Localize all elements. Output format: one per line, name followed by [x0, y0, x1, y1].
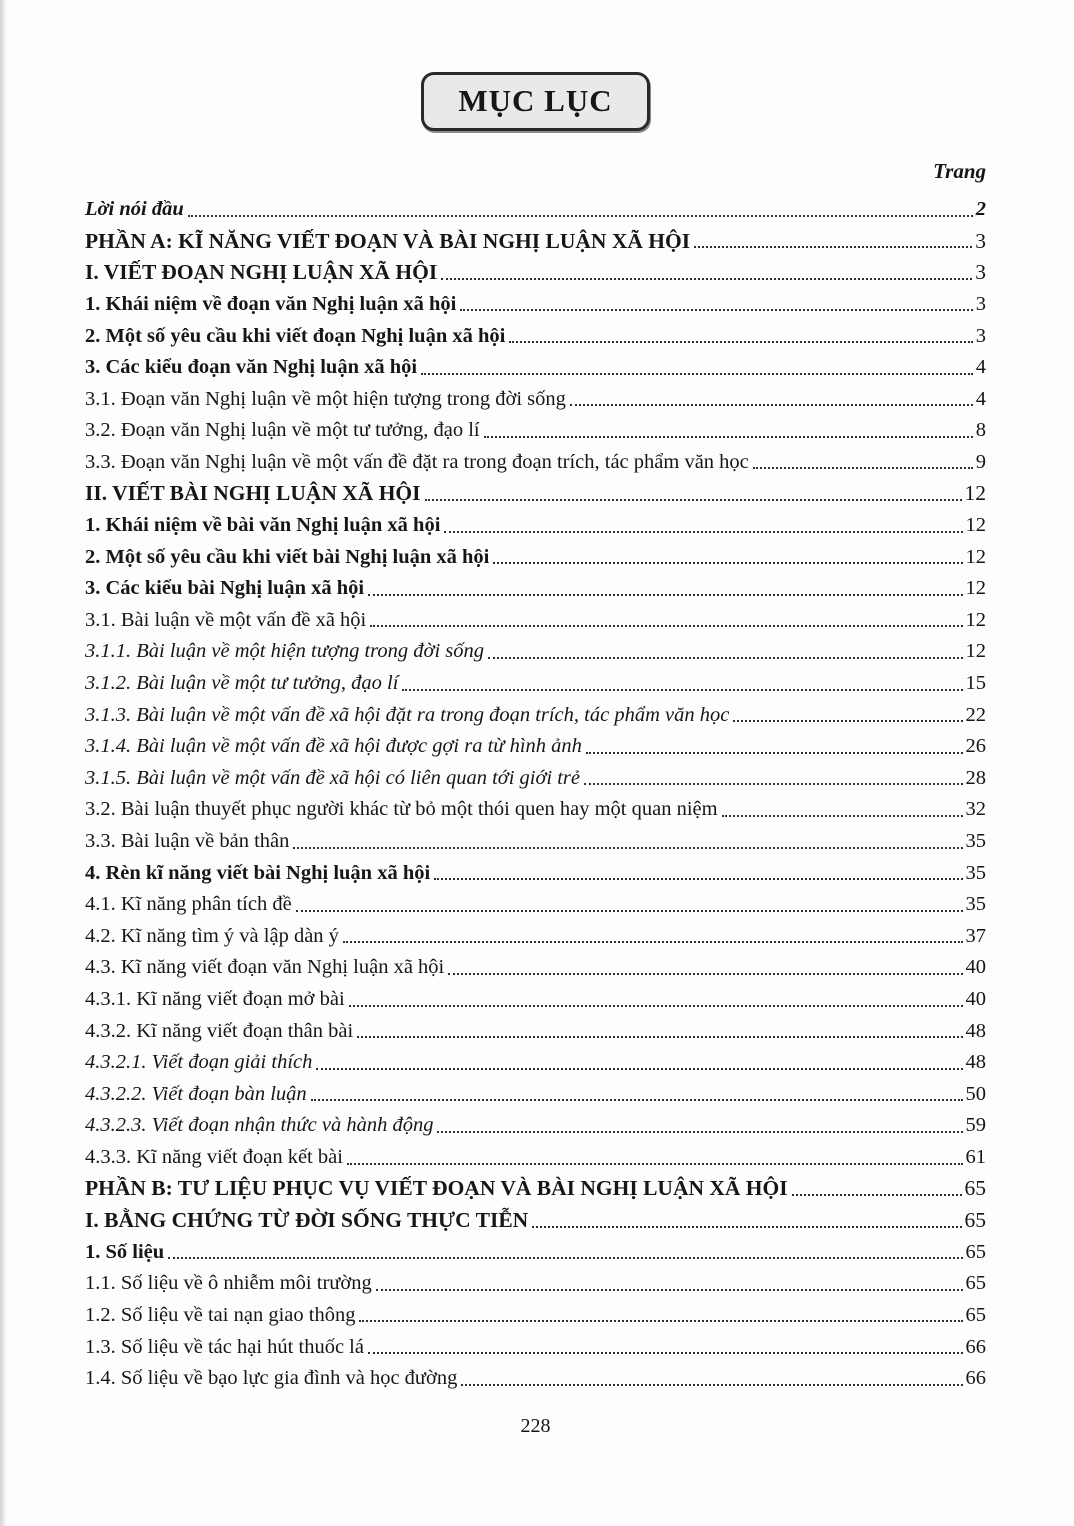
toc-entry-page: 40 [965, 956, 986, 979]
toc-entry-page: 61 [965, 1145, 986, 1168]
toc-entry-label: 4.3.2. Kĩ năng viết đoạn thân bài [85, 1019, 354, 1042]
toc-leader-dots [349, 1005, 963, 1007]
toc-entry [85, 1138, 986, 1170]
toc-leader-dots [722, 815, 963, 817]
toc-entry-label: 1.1. Số liệu về ô nhiễm môi trường [85, 1272, 372, 1295]
toc-entry [85, 222, 986, 254]
toc-entry [85, 190, 986, 222]
toc-leader-dots [493, 562, 962, 564]
toc-leader-dots [570, 404, 973, 406]
toc-entry-page: 12 [965, 640, 986, 663]
toc-entry [85, 632, 986, 664]
toc-leader-dots [733, 720, 962, 722]
toc-entry-page: 48 [965, 1051, 986, 1074]
toc-entry-page: 26 [965, 735, 986, 758]
toc-entry [85, 1327, 986, 1359]
toc-entry [85, 569, 986, 601]
toc-leader-dots [168, 1257, 962, 1259]
toc-list [85, 190, 986, 1391]
toc-entry [85, 1264, 986, 1296]
toc-entry-page: 32 [965, 798, 986, 821]
toc-entry-label: 4.2. Kĩ năng tìm ý và lập dàn ý [85, 924, 339, 947]
toc-entry [85, 1233, 986, 1265]
toc-entry-page: 9 [975, 450, 986, 473]
toc-entry-label: 2. Một số yêu cầu khi viết đoạn Nghị luận xã hội [85, 324, 506, 347]
toc-leader-dots [343, 941, 963, 943]
toc-entry-label: 1. Khái niệm về bài văn Nghị luận xã hội [85, 514, 441, 537]
column-header-trang: Trang [933, 159, 986, 183]
toc-entry-label: 3.1.5. Bài luận về một vấn đề xã hội có liên quan tới giới trẻ [85, 766, 581, 789]
scan-edge-shadow [0, 0, 7, 1526]
toc-entry-label: 4.3.1. Kĩ năng viết đoạn mở bài [85, 987, 345, 1010]
toc-entry-page: 12 [965, 577, 986, 600]
toc-entry [85, 822, 986, 854]
toc-entry [85, 443, 986, 475]
toc-entry [85, 727, 986, 759]
toc-entry-page: 37 [965, 924, 986, 947]
toc-leader-dots [368, 594, 962, 596]
toc-entry-label: 3.3. Đoạn văn Nghị luận về một vấn đề đặt ra trong đoạn trích, tác phẩm văn học [85, 450, 749, 473]
toc-leader-dots [461, 1384, 962, 1386]
toc-entry-label: 3. Các kiểu bài Nghị luận xã hội [85, 577, 365, 600]
toc-leader-dots [753, 467, 973, 469]
toc-entry-page: 28 [965, 766, 986, 789]
toc-leader-dots [296, 910, 963, 912]
toc-entry-label: 1. Số liệu [85, 1240, 165, 1263]
toc-leader-dots [509, 341, 972, 343]
toc-entry-page: 12 [964, 481, 986, 506]
toc-entry-label: 2. Một số yêu cầu khi viết bài Nghị luận xã hội [85, 545, 490, 568]
toc-leader-dots [357, 1036, 962, 1038]
toc-leader-dots [444, 531, 962, 533]
toc-leader-dots [376, 1289, 963, 1291]
toc-leader-dots [460, 309, 972, 311]
toc-leader-dots [448, 973, 962, 975]
toc-entry [85, 1043, 986, 1075]
toc-entry-label: 3.1.2. Bài luận về một tư tưởng, đạo lí [85, 672, 399, 695]
toc-entry-page: 66 [965, 1335, 986, 1358]
toc-entry-label: 4.3.2.3. Viết đoạn nhận thức và hành động [85, 1114, 434, 1137]
toc-entry [85, 285, 986, 317]
toc-leader-dots [586, 752, 963, 754]
toc-entry [85, 854, 986, 886]
toc-entry [85, 1201, 986, 1233]
toc-entry-page: 3 [975, 228, 986, 253]
toc-leader-dots [434, 878, 962, 880]
toc-entry-label: 3. Các kiểu đoạn văn Nghị luận xã hội [85, 356, 418, 379]
toc-entry-label: 4. Rèn kĩ năng viết bài Nghị luận xã hội [85, 861, 431, 884]
toc-leader-dots [437, 1131, 962, 1133]
toc-entry-label: 1.4. Số liệu về bạo lực gia đình và học đường [85, 1367, 458, 1390]
toc-entry-label: 4.3.2.2. Viết đoạn bàn luận [85, 1082, 307, 1105]
page-content [85, 0, 986, 1438]
toc-entry-label: 3.2. Đoạn văn Nghị luận về một tư tưởng, đạo lí [85, 419, 480, 442]
toc-entry-page: 59 [965, 1114, 986, 1137]
toc-entry-page: 50 [965, 1082, 986, 1105]
toc-entry-page: 48 [965, 1019, 986, 1042]
toc-entry-page: 65 [964, 1207, 986, 1232]
toc-entry-label: 3.1.3. Bài luận về một vấn đề xã hội đặt ra trong đoạn trích, tác phẩm văn học [85, 703, 730, 726]
toc-entry-page: 4 [975, 387, 986, 410]
toc-entry-label: 3.1.4. Bài luận về một vấn đề xã hội được gợi ra từ hình ảnh [85, 735, 582, 758]
toc-leader-dots [293, 847, 962, 849]
toc-entry-label: 4.3. Kĩ năng viết đoạn văn Nghị luận xã hội [85, 956, 445, 979]
toc-leader-dots [425, 499, 962, 501]
toc-entry-page: 35 [965, 830, 986, 852]
toc-entry-page: 12 [965, 514, 986, 537]
toc-leader-dots [488, 657, 963, 659]
toc-entry-label: PHẦN A: KĨ NĂNG VIẾT ĐOẠN VÀ BÀI NGHỊ LUẬN XÃ HỘI [85, 228, 691, 253]
toc-entry-page: 22 [965, 703, 986, 726]
toc-entry [85, 601, 986, 633]
toc-entry-label: I. BẰNG CHỨNG TỪ ĐỜI SỐNG THỰC TIỄN [85, 1207, 529, 1232]
toc-entry-page: 12 [965, 608, 986, 631]
toc-entry-label: 4.3.3. Kĩ năng viết đoạn kết bài [85, 1145, 343, 1168]
toc-entry-page: 65 [964, 1176, 986, 1201]
toc-entry-label: 4.1. Kĩ năng phân tích đề [85, 893, 292, 916]
toc-entry [85, 506, 986, 538]
toc-entry-page: 15 [965, 672, 986, 695]
toc-entry-page: 8 [975, 419, 986, 442]
toc-entry [85, 759, 986, 791]
toc-entry [85, 1106, 986, 1138]
toc-entry-page: 65 [965, 1240, 986, 1263]
toc-entry [85, 980, 986, 1012]
toc-entry [85, 1075, 986, 1107]
toc-leader-dots [359, 1320, 962, 1322]
toc-entry-label: 1.2. Số liệu về tai nạn giao thông [85, 1303, 356, 1326]
toc-leader-dots [441, 278, 972, 280]
toc-entry [85, 380, 986, 412]
toc-entry [85, 253, 986, 285]
toc-entry-label: I. VIẾT ĐOẠN NGHỊ LUẬN XÃ HỘI [85, 260, 438, 285]
toc-entry-label: 1.3. Số liệu về tác hại hút thuốc lá [85, 1335, 364, 1358]
page-title: MỤC LỤC [458, 83, 613, 118]
toc-leader-dots [484, 436, 973, 438]
toc-entry-page: 2 [975, 198, 986, 221]
toc-leader-dots [311, 1099, 963, 1101]
toc-entry-page: 40 [965, 987, 986, 1010]
toc-entry-label: Lời nói đầu [85, 198, 184, 221]
toc-entry-label: 1. Khái niệm về đoạn văn Nghị luận xã hội [85, 292, 457, 315]
toc-entry-page: 4 [975, 356, 986, 379]
toc-leader-dots [370, 625, 962, 627]
toc-entry [85, 474, 986, 506]
toc-entry-label: 3.1. Bài luận về một vấn đề xã hội [85, 608, 367, 631]
toc-leader-dots [368, 1352, 963, 1354]
toc-entry-label: 3.1.1. Bài luận về một hiện tượng trong đời sống [85, 640, 484, 663]
toc-entry [85, 948, 986, 980]
toc-leader-dots [347, 1163, 963, 1165]
toc-entry-page: 3 [975, 260, 986, 285]
toc-entry [85, 1359, 986, 1391]
toc-entry-page: 3 [975, 324, 986, 347]
footer-page-number: 228 [520, 1414, 551, 1437]
toc-entry-page: 35 [965, 861, 986, 884]
toc-entry-label: PHẦN B: TƯ LIỆU PHỤC VỤ VIẾT ĐOẠN VÀ BÀI NGHỊ LUẬN XÃ HỘI [85, 1176, 788, 1201]
toc-entry-page: 35 [965, 893, 986, 916]
toc-entry-label: II. VIẾT BÀI NGHỊ LUẬN XÃ HỘI [85, 481, 421, 506]
page-title-box [421, 72, 649, 131]
toc-leader-dots [792, 1194, 962, 1196]
toc-leader-dots [584, 783, 962, 785]
toc-entry [85, 885, 986, 917]
toc-leader-dots [532, 1226, 961, 1228]
toc-entry [85, 1170, 986, 1202]
toc-entry-label: 3.3. Bài luận về bản thân [85, 830, 290, 852]
toc-leader-dots [402, 689, 962, 691]
toc-entry [85, 348, 986, 380]
toc-entry [85, 696, 986, 728]
toc-entry [85, 917, 986, 949]
toc-entry [85, 538, 986, 570]
title-wrap [85, 72, 986, 136]
toc-entry [85, 664, 986, 696]
toc-entry-page: 66 [965, 1367, 986, 1390]
toc-leader-dots [694, 246, 972, 248]
toc-entry-page: 65 [965, 1303, 986, 1326]
toc-leader-dots [316, 1068, 962, 1070]
toc-leader-dots [421, 373, 973, 375]
toc-entry-page: 3 [975, 292, 986, 315]
toc-entry-label: 3.1. Đoạn văn Nghị luận về một hiện tượng trong đời sống [85, 387, 566, 410]
toc-entry [85, 1296, 986, 1328]
toc-leader-dots [188, 215, 973, 217]
toc-entry-page: 12 [965, 545, 986, 568]
toc-entry-label: 4.3.2.1. Viết đoạn giải thích [85, 1051, 313, 1074]
toc-entry [85, 790, 986, 822]
toc-entry [85, 411, 986, 443]
toc-entry-page: 65 [965, 1272, 986, 1295]
toc-entry-label: 3.2. Bài luận thuyết phục người khác từ bỏ một thói quen hay một quan niệm [85, 798, 718, 821]
toc-entry [85, 1012, 986, 1044]
toc-entry [85, 316, 986, 348]
